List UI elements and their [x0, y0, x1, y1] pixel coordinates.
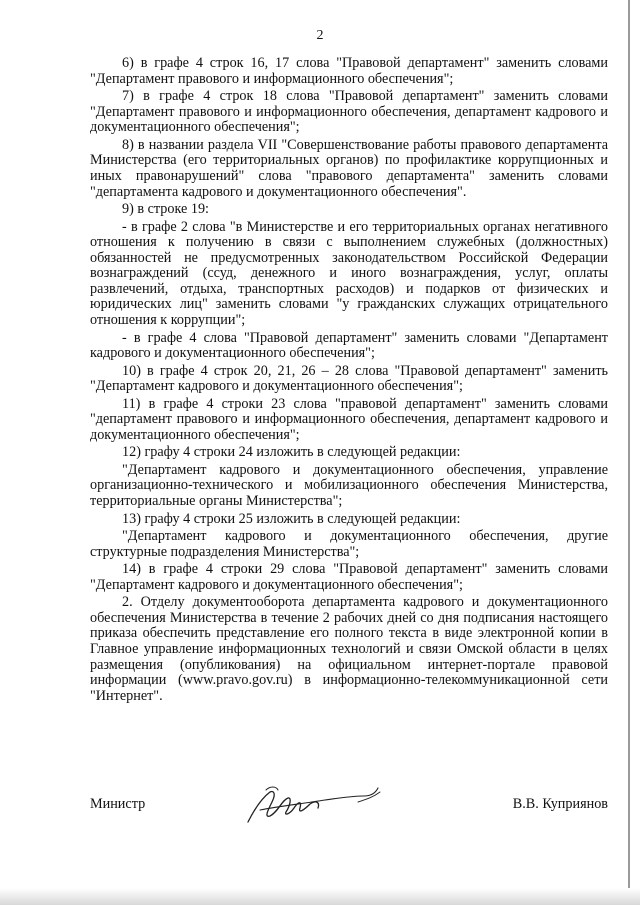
page-number: 2	[316, 28, 324, 43]
paragraph-item-11: 11) в графе 4 строки 23 слова "правовой департамент" заменить словами "департамент правового и информационного обеспечения, департамент кадрового и документационного обеспечения";	[90, 395, 608, 443]
paragraph-item-7: 7) в графе 4 строк 18 слова "Правовой департамент" заменить словами "Департамент правового и информационного обеспечения, департамент кадрового и документационного обеспечения";	[90, 88, 608, 136]
position-label: Министр	[90, 796, 146, 812]
paragraph-item-8: 8) в названии раздела VII "Совершенствование работы правового департамента Министерства (его территориальных органов) по профилактике коррупционных и иных правонарушений" слова "правового департамента" заменить словами "департамента кадрового и документационного обеспечения".	[90, 136, 608, 200]
paragraph-section-2: 2. Отделу документооборота департамента кадрового и документационного обеспечения Министерства в течение 2 рабочих дней со дня подписания настоящего приказа обеспечить представление его полного текста в виде электронной копии в Главное управление информационных технологий и связи Омской области в целях размещения (опубликования) на официальном интернет-портале правовой информации (www.pravo.gov.ru) в информационно-телекоммуникационной сети "Интернет".	[90, 594, 608, 704]
document-body	[90, 56, 608, 706]
handwritten-signature	[240, 780, 390, 830]
paragraph-item-9: 9) в строке 19:	[122, 201, 209, 218]
scan-edge-line	[628, 0, 630, 905]
paragraph-item-13: 13) графу 4 строки 25 изложить в следующей редакции:	[122, 510, 461, 527]
paragraph-item-10: 10) в графе 4 строк 20, 21, 26 – 28 слова "Правовой департамент" заменить "Департамент кадрового и документационного обеспечения";	[90, 362, 608, 395]
paragraph-item-13-text: "Департамент кадрового и документационного обеспечения, другие структурные подразделения Министерства";	[90, 528, 608, 560]
paragraph-item-12-text: "Департамент кадрового и документационного обеспечения, управление организационно-технического и мобилизационного обеспечения Министерства, территориальные органы Министерства";	[90, 461, 608, 510]
paragraph-item-6: 6) в графе 4 строк 16, 17 слова "Правовой департамент" заменить словами "Департамент правового и информационного обеспечения";	[90, 55, 608, 87]
paragraph-item-9-graph-2: - в графе 2 слова "в Министерстве и его территориальных органах негативного отношения к получению в связи с выполнением служебных (должностных) обязанностей не предусмотренных законодательством Российской Федерации вознаграждений (ссуд, денежного и иного вознаграждения, услуг, оплаты развлечений, отдыха, транспортных расходов) и подарков от физических и юридических лиц" заменить словами "у гражданских служащих отрицательного отношения к коррупции";	[90, 218, 608, 329]
scan-bottom-shadow	[0, 888, 640, 905]
paragraph-item-9-graph-4: - в графе 4 слова "Правовой департамент" заменить словами "Департамент кадрового и документационного обеспечения";	[90, 329, 608, 362]
signature-block	[90, 780, 608, 830]
minister-name: В.В. Куприянов	[512, 796, 608, 812]
paragraph-item-14: 14) в графе 4 строки 29 слова "Правовой департамент" заменить словами "Департамент кадрового и документационного обеспечения";	[90, 561, 608, 593]
paragraph-item-12: 12) графу 4 строки 24 изложить в следующей редакции:	[122, 444, 461, 461]
